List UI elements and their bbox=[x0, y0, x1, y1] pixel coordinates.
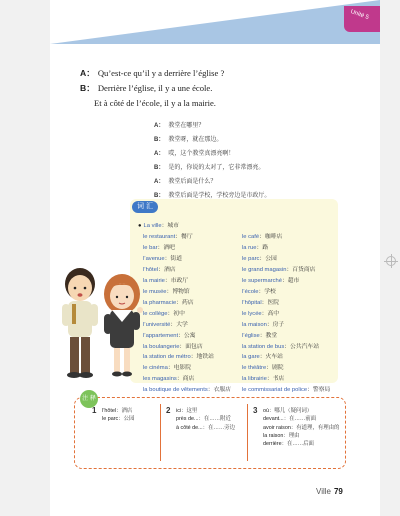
vocab-fr: l’université bbox=[143, 321, 171, 328]
vocab-fr: le cinéma bbox=[143, 365, 168, 372]
vocab-fr: le grand magasin bbox=[242, 266, 287, 273]
vocab-fr: le théâtre bbox=[242, 365, 267, 372]
vocab-zh: ：百货商店 bbox=[286, 266, 316, 273]
vocab-fr: l’appartement bbox=[143, 332, 179, 339]
note-zh: ：在……附近 bbox=[198, 416, 231, 423]
vocab-zh: ：商店 bbox=[176, 376, 195, 383]
vocab-item bbox=[143, 232, 231, 243]
vocab-zh: ：警察局 bbox=[307, 387, 331, 394]
heading-zh: ：城市 bbox=[161, 223, 179, 229]
vocab-fr: le lycée bbox=[242, 310, 262, 317]
speaker-a: A： bbox=[154, 179, 165, 185]
note-line bbox=[102, 415, 134, 423]
note-line bbox=[176, 407, 235, 415]
vocab-fr: le supermarché bbox=[242, 277, 282, 284]
vocab-zh: ：大学 bbox=[170, 321, 188, 328]
note-fr: où bbox=[263, 408, 269, 414]
note-zh: ：酒店 bbox=[116, 408, 133, 414]
notes-column-3 bbox=[263, 407, 339, 448]
vocab-item bbox=[143, 287, 231, 298]
header-band-diagonal bbox=[50, 0, 380, 44]
vocab-item bbox=[143, 352, 231, 363]
note-line bbox=[263, 407, 339, 415]
vocab-item bbox=[143, 385, 231, 396]
note-line bbox=[176, 415, 235, 423]
note-zh: ：在……前面 bbox=[283, 416, 317, 423]
translation-text: 教堂在哪里？ bbox=[168, 123, 205, 129]
vocab-item bbox=[242, 385, 330, 396]
vocabulary-column-right bbox=[242, 232, 330, 396]
note-zh: ：公园 bbox=[118, 416, 135, 423]
note-fr: le parc bbox=[102, 416, 119, 423]
boy-figure bbox=[62, 268, 98, 378]
translation bbox=[154, 119, 334, 203]
vocab-zh: ：博物馆 bbox=[166, 288, 190, 295]
vocab-zh: ：餐厅 bbox=[175, 234, 193, 240]
vocab-fr: l’hôtel bbox=[143, 266, 159, 273]
girl-figure bbox=[104, 274, 143, 377]
speaker-b: B： bbox=[80, 83, 95, 93]
vocab-fr: le parc bbox=[242, 255, 260, 262]
translation-text: 是的，你说的太对了，它非常漂亮。 bbox=[168, 165, 265, 171]
vocab-fr: les magasins bbox=[143, 376, 177, 383]
bullet-icon: ● bbox=[138, 223, 142, 229]
note-number: 1 bbox=[92, 406, 97, 415]
vocab-zh: ：公寓 bbox=[178, 332, 196, 339]
cartoon-students-illustration bbox=[50, 262, 150, 380]
dialogue-line bbox=[80, 81, 320, 96]
vocab-item bbox=[143, 331, 231, 342]
vocab-zh: ：医院 bbox=[261, 299, 280, 306]
vocab-zh: ：路 bbox=[256, 244, 269, 251]
note-fr: ici bbox=[176, 408, 182, 414]
note-number: 3 bbox=[253, 406, 258, 415]
vocab-item bbox=[143, 363, 231, 374]
vocab-item bbox=[143, 276, 231, 287]
translation-line bbox=[154, 161, 334, 175]
translation-text: 哎，这个教堂真漂亮啊！ bbox=[168, 151, 235, 157]
vocab-item bbox=[242, 331, 330, 342]
notes-column-1 bbox=[102, 407, 134, 424]
vocab-item bbox=[143, 309, 231, 320]
translation-text: 教堂后面是什么？ bbox=[168, 179, 217, 185]
vocab-zh: ：衣服店 bbox=[207, 387, 231, 394]
vocab-fr: la librairie bbox=[242, 376, 267, 383]
note-number: 2 bbox=[166, 406, 171, 415]
vocab-item bbox=[242, 374, 330, 385]
note-zh: ：哪儿（疑问词） bbox=[269, 408, 313, 414]
vocab-item bbox=[242, 309, 330, 320]
note-zh: ：有道理，有理由的 bbox=[290, 424, 340, 431]
vocab-zh: ：学校 bbox=[258, 288, 276, 295]
notes-label: 注 释 bbox=[80, 390, 98, 408]
vocab-item bbox=[143, 374, 231, 385]
vocab-item bbox=[242, 363, 330, 374]
vocab-item bbox=[242, 276, 330, 287]
note-zh: ：这里 bbox=[181, 408, 198, 414]
vocabulary-label: 词 汇 bbox=[132, 201, 158, 213]
vocab-zh: ：教堂 bbox=[259, 332, 278, 339]
vocab-item bbox=[143, 342, 231, 353]
unit-corner-tab bbox=[344, 6, 380, 32]
vocab-item bbox=[242, 298, 330, 309]
translation-line bbox=[154, 175, 334, 189]
vocab-fr: le café bbox=[242, 234, 260, 240]
vocab-fr: la station de métro bbox=[143, 354, 191, 361]
vocab-fr: la gare bbox=[242, 354, 260, 361]
vocab-zh: ：面包店 bbox=[179, 343, 203, 350]
heading-fr: La ville bbox=[143, 223, 162, 229]
note-line bbox=[176, 424, 235, 432]
note-zh: ：在……后面 bbox=[281, 441, 314, 448]
registration-mark-icon bbox=[386, 256, 396, 266]
note-fr: avoir raison bbox=[263, 424, 291, 431]
vocabulary-heading bbox=[138, 221, 179, 232]
vocab-item bbox=[143, 320, 231, 331]
page-number: 79 bbox=[333, 487, 343, 496]
note-fr: l’hôtel bbox=[102, 408, 117, 414]
note-line bbox=[102, 407, 134, 415]
speaker-b: B： bbox=[154, 165, 165, 171]
translation-line bbox=[154, 133, 334, 147]
speaker-b: B： bbox=[154, 137, 165, 143]
dialogue-line bbox=[80, 96, 320, 111]
vocab-zh: ：药店 bbox=[176, 299, 194, 306]
vocab-fr: l’avenue bbox=[143, 255, 165, 262]
translation-line bbox=[154, 147, 334, 161]
vocab-fr: le restaurant bbox=[143, 234, 176, 240]
vocab-fr: le commissariat de police bbox=[242, 387, 308, 394]
vocab-item bbox=[242, 243, 330, 254]
vocab-fr: le musée bbox=[143, 288, 167, 295]
vocab-zh: ：酒吧 bbox=[157, 244, 175, 251]
vocab-zh: ：市政厅 bbox=[164, 277, 189, 284]
translation-text: 教堂呀，就在那边。 bbox=[168, 137, 223, 143]
note-fr: près de... bbox=[176, 416, 199, 423]
vocab-fr: la maison bbox=[242, 321, 267, 328]
speaker-b: B： bbox=[154, 193, 165, 199]
note-line bbox=[263, 415, 339, 423]
vocab-fr: le collège bbox=[143, 310, 168, 317]
vocab-zh: ：高中 bbox=[261, 310, 280, 317]
note-zh: ：理由 bbox=[283, 432, 300, 439]
vocab-fr: la rue bbox=[242, 244, 257, 251]
vocab-item bbox=[143, 243, 231, 254]
vocab-zh: ：初中 bbox=[167, 310, 185, 317]
vocab-fr: la boulangerie bbox=[143, 343, 180, 350]
vocab-item bbox=[242, 232, 330, 243]
vocab-zh: ：房子 bbox=[266, 321, 285, 328]
note-fr: devant... bbox=[263, 416, 284, 423]
vocab-item bbox=[242, 320, 330, 331]
vocab-zh: ：书店 bbox=[266, 376, 285, 383]
unit-corner-label: Unité 5 bbox=[349, 8, 370, 22]
note-line bbox=[263, 440, 339, 448]
vocab-zh: ：剧院 bbox=[266, 365, 284, 372]
note-fr: la raison bbox=[263, 432, 284, 439]
vocab-zh: ：公园 bbox=[259, 255, 277, 262]
footer-section: Ville bbox=[316, 487, 331, 496]
translation-line bbox=[154, 119, 334, 133]
speaker-a: A： bbox=[80, 68, 95, 78]
vocab-zh: ：电影院 bbox=[167, 365, 192, 372]
notes-divider bbox=[160, 404, 161, 461]
vocabulary-column-left bbox=[143, 232, 231, 396]
speaker-a: A： bbox=[154, 151, 165, 157]
translation-text: 教堂后面是学校，学校旁边是市政厅。 bbox=[168, 193, 271, 199]
vocab-zh: ：火车站 bbox=[259, 354, 283, 361]
vocab-item bbox=[242, 342, 330, 353]
note-line bbox=[263, 424, 339, 432]
vocab-zh: ：超市 bbox=[281, 277, 300, 284]
vocab-zh: ：酒店 bbox=[158, 266, 176, 273]
vocab-item bbox=[143, 265, 231, 276]
vocab-item bbox=[242, 287, 330, 298]
note-zh: ：在……旁边 bbox=[202, 424, 236, 431]
dialogue bbox=[80, 66, 320, 111]
vocab-zh: ：地铁站 bbox=[190, 354, 214, 361]
notes-column-2 bbox=[176, 407, 235, 432]
vocab-zh: ：咖啡店 bbox=[259, 234, 283, 240]
vocab-fr: le bar bbox=[143, 244, 158, 251]
vocab-zh: ：街道 bbox=[164, 255, 183, 262]
dialogue-line bbox=[80, 66, 320, 81]
notes-divider bbox=[247, 404, 248, 461]
vocab-item bbox=[242, 254, 330, 265]
vocab-fr: l’hôpital bbox=[242, 299, 262, 306]
vocab-item bbox=[143, 298, 231, 309]
vocab-fr: l’école bbox=[242, 288, 259, 295]
vocab-fr: l’église bbox=[242, 332, 260, 339]
vocab-fr: la station de bus bbox=[242, 343, 285, 350]
page-footer bbox=[316, 487, 343, 496]
dialogue-text: Qu’est-ce qu’il y a derrière l’église ? bbox=[97, 68, 225, 78]
vocab-item bbox=[242, 265, 330, 276]
vocab-item bbox=[242, 352, 330, 363]
note-line bbox=[263, 432, 339, 440]
note-fr: à côté de... bbox=[176, 424, 203, 431]
dialogue-text: Derrière l’église, il y a une école. bbox=[97, 83, 213, 93]
vocab-zh: ：公共汽车站 bbox=[284, 343, 320, 350]
note-fr: derrière bbox=[263, 441, 282, 448]
speaker-a: A： bbox=[154, 123, 165, 129]
vocab-fr: la boutique de vêtements bbox=[143, 387, 208, 394]
vocab-item bbox=[143, 254, 231, 265]
vocab-fr: la pharmacie bbox=[143, 299, 177, 306]
dialogue-text: Et à côté de l’école, il y a la mairie. bbox=[94, 98, 216, 108]
vocab-fr: la mairie bbox=[143, 277, 165, 284]
